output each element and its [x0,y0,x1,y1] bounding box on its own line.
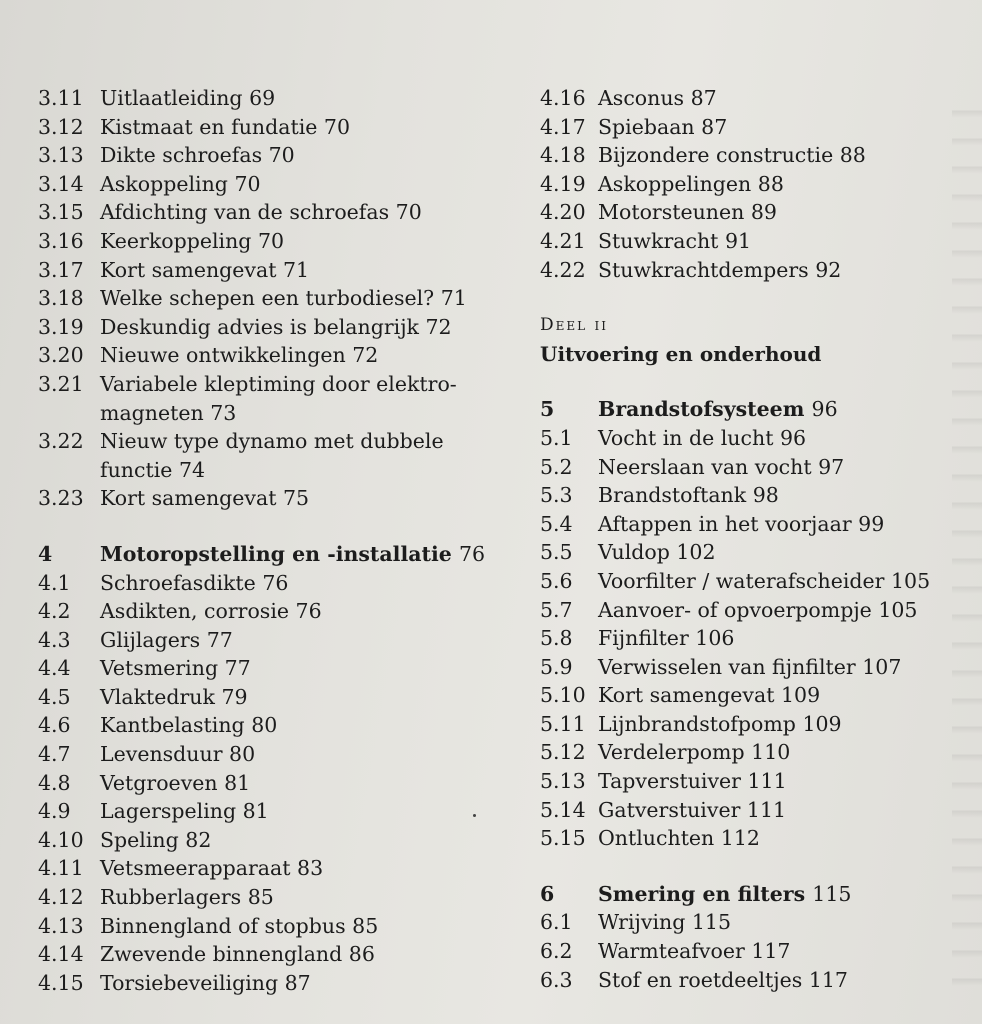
toc-entry[interactable] [38,256,508,285]
toc-entry[interactable] [38,711,508,740]
toc-list-chapter-3 [38,84,508,513]
entry-title: Keerkoppeling [100,228,252,253]
entry-number: 6.3 [540,967,573,992]
toc-entry[interactable] [38,797,508,826]
entry-number: 4.1 [38,570,71,595]
entry-number: 3.14 [38,171,84,196]
entry-page: 70 [268,143,295,168]
entry-page: 70 [395,200,422,225]
entry-title: Lijnbrandstofpomp [598,711,796,736]
entry-number: 5.3 [540,483,573,508]
entry-page: 109 [802,711,842,736]
entry-page: 88 [757,171,784,196]
entry-title: Vetsmeerapparaat [100,856,291,881]
entry-page: 115 [691,910,731,935]
toc-entry[interactable] [540,596,960,625]
toc-right-column [540,84,960,994]
entry-title: Gatverstuiver [598,797,741,822]
entry-number: 3.22 [38,429,84,454]
entry-page: 85 [352,913,379,938]
entry-page: 102 [676,540,716,565]
toc-entry[interactable] [540,113,960,142]
entry-title: Nieuw type dynamo met dubbele functie [100,429,444,482]
entry-title: Askoppelingen [598,171,752,196]
toc-entry[interactable] [540,738,960,767]
entry-page: 117 [751,939,791,964]
toc-entry[interactable] [38,141,508,170]
entry-page: 77 [224,656,251,681]
entry-number: 4.4 [38,656,71,681]
toc-entry[interactable] [540,481,960,510]
entry-title: Neerslaan van vocht [598,454,812,479]
entry-number: 4.16 [540,86,586,110]
entry-page: 81 [242,799,269,824]
toc-entry[interactable] [540,710,960,739]
chapter-page: 96 [811,397,838,422]
entry-page: 107 [862,654,902,679]
chapter-number: 5 [540,397,555,422]
entry-number: 3.15 [38,200,84,225]
entry-page: 72 [352,343,379,368]
entry-number: 5.6 [540,568,573,593]
entry-number: 4.8 [38,770,71,795]
entry-title: Voorfilter / waterafscheider [598,568,885,593]
entry-number: 5.4 [540,511,573,536]
entry-number: 4.6 [38,713,71,738]
entry-page: 109 [781,683,821,708]
toc-entry[interactable] [38,740,508,769]
entry-page: 87 [284,970,311,995]
entry-page: 75 [283,486,310,511]
entry-number: 3.11 [38,86,84,110]
entry-title: Dikte schroefas [100,143,263,168]
entry-title: Levensduur [100,742,223,767]
entry-title: Verwisselen van fijnfilter [598,654,856,679]
entry-title: Torsiebeveiliging [100,970,279,995]
entry-page: 85 [247,885,274,910]
entry-title: Kort samengevat [598,683,775,708]
chapter-number: 4 [38,541,53,566]
entry-title: Fijnfilter [598,626,689,651]
entry-number: 3.20 [38,343,84,368]
entry-title: Aanvoer- of opvoerpompje [598,597,872,622]
entry-number: 3.19 [38,314,84,339]
toc-entry[interactable] [540,453,960,482]
chapter-title: Motoropstelling en -installatie [100,541,452,566]
entry-page: 89 [750,200,777,225]
entry-number: 4.3 [38,627,71,652]
entry-page: 76 [295,599,322,624]
entry-number: 3.18 [38,286,84,311]
toc-entry[interactable] [540,966,960,995]
entry-page: 70 [323,114,351,139]
entry-page: 73 [210,400,237,425]
entry-title: Vocht in de lucht [598,425,774,450]
toc-entry[interactable] [38,484,508,513]
entry-page: 76 [262,570,289,595]
toc-entry[interactable] [38,198,508,227]
entry-number: 4.20 [540,200,586,225]
entry-number: 5.5 [540,540,573,565]
entry-title: Vlaktedruk [100,684,215,709]
entry-page: 87 [701,114,728,139]
entry-number: 4.15 [38,970,84,995]
entry-title: Kistmaat en fundatie [100,114,318,139]
entry-number: 5.7 [540,597,573,622]
toc-list-chapter-4 [38,569,508,998]
entry-title: Vetsmering [100,656,219,681]
ink-speck [473,814,476,817]
entry-number: 4.9 [38,799,71,824]
toc-chapter-4[interactable] [38,540,508,569]
entry-page: 83 [297,856,324,881]
part-title: Uitvoering en onderhoud [540,341,822,366]
chapter-number: 6 [540,881,555,906]
entry-number: 5.14 [540,797,586,822]
part-label: Deel ii [540,315,609,336]
entry-title: Stuwkrachtdempers [598,257,809,282]
entry-title: Nieuwe ontwikkelingen [100,343,346,368]
toc-entry[interactable] [38,370,508,427]
toc-entry[interactable] [540,937,960,966]
entry-title: Schroefasdikte [100,570,256,595]
entry-page: 72 [425,314,452,339]
toc-entry[interactable] [540,141,960,170]
entry-page: 80 [251,713,278,738]
entry-title: Motorsteunen [598,200,745,225]
toc-entry[interactable] [38,569,508,598]
entry-title: Variabele kleptiming door elektro-magneten [100,371,457,425]
entry-page: 105 [890,568,931,593]
toc-entry[interactable] [540,538,960,567]
entry-number: 4.12 [38,885,84,910]
entry-number: 3.23 [38,486,84,511]
entry-number: 5.13 [540,769,586,794]
entry-page: 79 [221,684,248,709]
entry-title: Glijlagers [100,627,201,652]
entry-page: 71 [440,286,467,311]
entry-page: 77 [206,627,233,652]
entry-page: 81 [224,770,251,795]
entry-page: 111 [746,797,787,822]
toc-entry[interactable] [540,767,960,796]
entry-page: 71 [283,257,310,282]
entry-number: 5.8 [540,626,573,651]
toc-entry[interactable] [540,624,960,653]
entry-page: 106 [695,626,735,651]
toc-entry[interactable] [540,170,960,199]
entry-title: Spiebaan [598,114,695,139]
toc-entry[interactable] [540,824,960,853]
entry-number: 4.22 [540,257,586,282]
entry-title: Asconus [598,86,685,110]
entry-number: 5.2 [540,454,573,479]
entry-title: Afdichting van de schroefas [100,200,390,225]
entry-page: 112 [720,826,760,851]
entry-page: 98 [752,483,779,508]
toc-entry[interactable] [540,227,960,256]
entry-title: Zwevende binnengland [100,942,343,967]
toc-entry[interactable] [540,198,960,227]
entry-page: 99 [858,511,885,536]
entry-page: 69 [249,86,276,110]
entry-page: 70 [257,228,285,253]
entry-number: 5.9 [540,654,573,679]
entry-page: 117 [808,967,848,992]
entry-title: Asdikten, corrosie [100,599,290,624]
chapter-title: Smering en filters [598,881,806,906]
entry-page: 70 [234,171,261,196]
toc-entry[interactable] [38,940,508,969]
entry-page: 110 [751,740,791,765]
entry-number: 3.17 [38,257,84,282]
entry-title: Deskundig advies is belangrijk [100,314,419,339]
entry-title: Aftappen in het voorjaar [598,511,852,536]
toc-entry[interactable] [38,883,508,912]
entry-title: Bijzondere constructie [598,143,834,168]
toc-entry[interactable] [540,796,960,825]
entry-title: Warmteafvoer [598,939,745,964]
toc-list-chapter-4-cont [540,84,960,284]
entry-title: Brandstoftank [598,483,747,508]
entry-title: Stof en roetdeeltjes [598,967,803,992]
entry-title: Kort samengevat [100,257,277,282]
entry-page: 74 [178,457,206,482]
entry-title: Speling [100,827,179,852]
toc-entry[interactable] [38,341,508,370]
entry-number: 6.2 [540,939,573,964]
entry-title: Vuldop [598,540,670,565]
entry-number: 3.16 [38,228,84,253]
entry-number: 3.12 [38,114,84,139]
toc-entry[interactable] [38,826,508,855]
entry-number: 4.17 [540,114,586,139]
toc-entry[interactable] [38,683,508,712]
entry-title: Welke schepen een turbodiesel? [100,286,435,311]
entry-number: 4.5 [38,684,71,709]
entry-number: 5.15 [540,826,586,851]
entry-page: 105 [878,597,918,622]
toc-entry[interactable] [38,769,508,798]
toc-entry[interactable] [38,84,508,113]
entry-title: Ontluchten [598,826,715,851]
entry-number: 5.1 [540,425,573,450]
entry-number: 4.18 [540,143,586,168]
entry-page: 80 [229,742,256,767]
entry-title: Kantbelasting [100,713,245,738]
chapter-page: 115 [812,881,852,906]
chapter-title: Brandstofsysteem [598,397,805,422]
entry-number: 4.2 [38,599,71,624]
entry-title: Stuwkracht [598,228,719,253]
entry-title: Vetgroeven [100,770,218,795]
entry-title: Verdelerpomp [598,740,745,765]
toc-chapter-5[interactable] [540,395,960,424]
toc-entry[interactable] [38,284,508,313]
toc-entry[interactable] [38,427,508,484]
entry-title: Askoppeling [100,171,228,196]
entry-number: 3.13 [38,143,84,168]
entry-number: 4.19 [540,171,586,196]
entry-title: Rubberlagers [100,885,242,910]
entry-title: Lagerspeling [100,799,237,824]
entry-number: 4.14 [38,942,84,967]
entry-title: Wrijving [598,910,686,935]
toc-entry[interactable] [38,969,508,998]
toc-entry[interactable] [38,597,508,626]
toc-list-chapter-6 [540,908,960,994]
toc-entry[interactable] [540,908,960,937]
chapter-page: 76 [458,541,486,566]
toc-entry[interactable] [540,256,960,285]
toc-entry[interactable] [38,170,508,199]
entry-number: 4.7 [38,742,71,767]
toc-left-column [38,84,508,997]
entry-page: 82 [185,827,212,852]
entry-number: 4.10 [38,827,84,852]
toc-entry[interactable] [38,113,508,142]
entry-page: 92 [815,257,842,282]
entry-page: 111 [747,769,787,794]
entry-page: 88 [839,143,866,168]
toc-entry[interactable] [540,681,960,710]
toc-entry[interactable] [38,227,508,256]
entry-number: 5.12 [540,740,586,765]
entry-page: 87 [690,86,717,110]
entry-number: 5.10 [540,683,586,708]
toc-entry[interactable] [38,626,508,655]
toc-entry[interactable] [540,84,960,113]
entry-page: 91 [724,228,752,253]
toc-entry[interactable] [540,567,960,596]
entry-page: 96 [779,425,807,450]
toc-list-chapter-5 [540,424,960,853]
toc-entry[interactable] [540,510,960,539]
entry-title: Binnengland of stopbus [100,913,346,938]
toc-entry[interactable] [540,424,960,453]
entry-page: 97 [818,454,845,479]
entry-number: 4.21 [540,228,586,253]
toc-chapter-6[interactable] [540,880,960,909]
entry-number: 4.13 [38,913,84,938]
entry-number: 6.1 [540,910,573,935]
toc-entry[interactable] [540,653,960,682]
toc-entry[interactable] [38,654,508,683]
toc-entry[interactable] [38,912,508,941]
entry-title: Uitlaatleiding [100,86,243,110]
toc-entry[interactable] [38,313,508,342]
entry-page: 86 [348,942,375,967]
entry-number: 3.21 [38,371,84,396]
entry-title: Kort samengevat [100,486,277,511]
entry-number: 4.11 [38,856,84,881]
toc-entry[interactable] [38,854,508,883]
entry-number: 5.11 [540,711,586,736]
entry-title: Tapverstuiver [598,769,741,794]
